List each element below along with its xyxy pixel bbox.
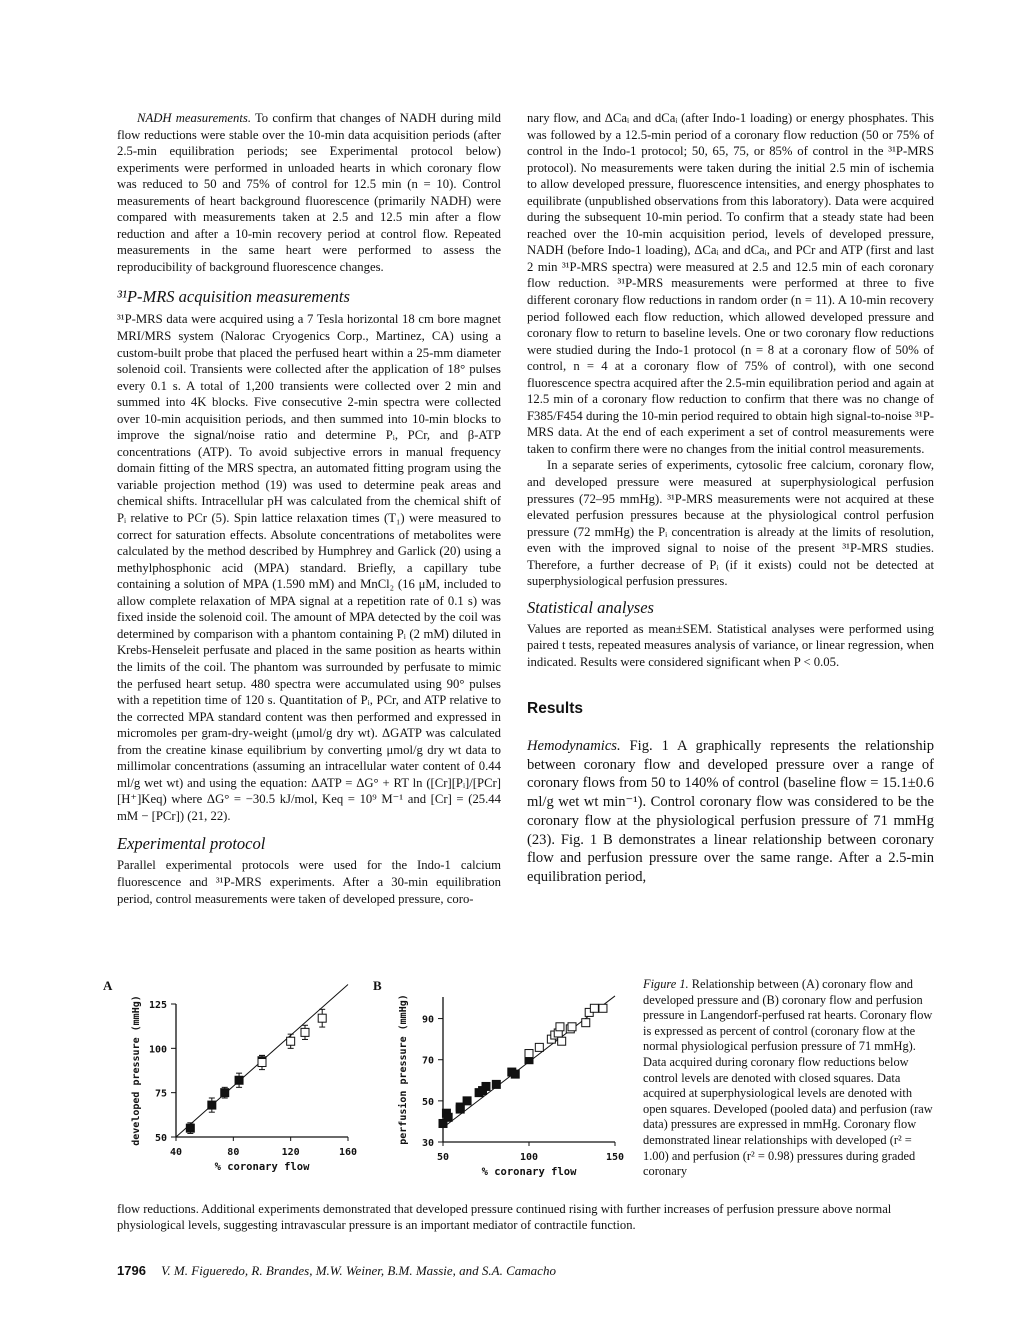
nadh-runin-heading: NADH measurements. <box>137 111 251 125</box>
open-square-point <box>590 1004 598 1012</box>
x-tick-label: 100 <box>519 1152 539 1163</box>
hemodynamics-paragraph: Hemodynamics. Fig. 1 A graphically represents the relationship between coronary flow and developed pressure over a range of coronary flows from 50 to 140% of control (baseline flow = 15.1±0.6 ml/g wet wt min⁻¹). Control coronary flow was considered to be the coronary flow at the physiological perfusion pressure of 71 mmHg (23). Fig. 1 B demonstrates a linear relationship between coronary flow and perfusion pressure over the same range. After a 2.5-min equilibration period, <box>527 738 934 885</box>
y-axis-label: perfusion pressure (mmHg) <box>398 994 409 1145</box>
open-square-point <box>599 1004 607 1012</box>
y-tick-label: 30 <box>421 1138 434 1149</box>
chart-panel-a <box>100 975 370 1185</box>
y-tick-label: 70 <box>421 1055 434 1067</box>
open-square-point <box>556 1023 564 1031</box>
right-column <box>527 110 934 887</box>
closed-square-point <box>492 1080 500 1088</box>
nadh-paragraph: NADH measurements. To confirm that changes of NADH during mild flow reductions were stable over the 10-min data acquisition periods (after 2.5-min equilibration periods; see Experimental protocol below) experiments were performed in unloaded hearts in which coronary flow was reduced to 50 and 75% of control for 12.5 min (n = 10). Control measurements of heart background fluorescence (primarily NADH) were compared with measurements taken at 2.5 and 12.5 min after a flow reduction and after a 10-min recovery period at control flow. Repeated measurements in the same heart were performed to assess the reproducibility of background fluorescence changes. <box>117 111 501 274</box>
y-tick-label: 50 <box>154 1133 167 1144</box>
x-tick-label: 80 <box>227 1147 240 1158</box>
closed-square-point <box>208 1101 216 1109</box>
closed-square-point <box>482 1082 490 1090</box>
results-heading: Results <box>527 699 583 717</box>
mrs-section-heading: ³¹P-MRS acquisition measurements <box>117 287 350 307</box>
y-tick-label: 75 <box>154 1088 167 1100</box>
chart-panel-b <box>370 975 635 1185</box>
mrs-paragraph: ³¹P-MRS data were acquired using a 7 Tesla horizontal 18 cm bore magnet MRI/MRS system (Nalorac Cryogenics Corp., Martinez, CA) using a custom-built probe that placed the perfused heart within a 25-mm diameter solenoid coil. Transients were collected after the application of 18° pulses every 0.1 s. A total of 1,200 transients were collected over 2 min and summed into 4K blocks. Five consecutive 2-min spectra were collected over 10-min acquisition periods, and then summed into 10-min blocks to improve the signal/noise ratio and determine Pᵢ, PCr, and β-ATP concentrations (ATP). To avoid subjective errors in manual frequency domain fitting of the MRS spectra, an automated fitting program using the variable projection method (19) was used to determine peak areas and chemical shifts. Intracellular pH was calculated from the chemical shift of Pᵢ relative to PCr (5). Spin lattice relaxation times (T₁) were measured to correct for saturation effects. Absolute concentrations of metabolites were calculated by the method described by Humphrey and Garlick (20) using a methylphosphonic acid (MPA) standard. Briefly, a capillary tube containing a solution of MPA (1.590 mM) and MnCl₂ (16 μM, included to allow complete relaxation of MPA signal at a repetition rate of 0.1 s) was fixed inside the solenoid coil. The amount of MPA detected by the coil was determined by comparison with a phantom containing Pᵢ (2 mM) diluted in Krebs-Henseleit perfusate and placed in the same position as hearts within the limits of the coil. The phantom was surrounded by perfusate to mimic the perfused heart setup. 480 spectra were accumulated using 90° pulses with a repetition time of 120 s. Quantitation of Pᵢ, PCr, and ATP relative to the corrected MPA standard content was then performed and expressed in micromoles per gram-dry-weight (μmol/g dry wt). ΔGATP was calculated from the creatine kinase equilibrium by converting μmol/g dry wt data to millimolar concentrations (assuming an intracellular water content of 0.44 ml/g wet wt) and using the equation: ΔATP = ΔG° + RT ln ([Cr][Pᵢ]/[PCr][H⁺]Keq) where ΔG° = −30.5 kJ/mol, Keq = 10⁹ M⁻¹ and [Cr] = (25.44 mM − [PCr]) (21, 22). <box>117 312 501 823</box>
protocol-section-heading: Experimental protocol <box>117 834 266 854</box>
author-list: V. M. Figueredo, R. Brandes, M.W. Weiner, B.M. Massie, and S.A. Camacho <box>161 1263 556 1278</box>
page-footer <box>117 1263 556 1279</box>
hemodynamics-runin-heading: Hemodynamics. <box>527 738 621 755</box>
figure-caption-label: Figure 1. <box>643 977 689 991</box>
x-axis-label: % coronary flow <box>214 1161 310 1173</box>
open-square-point <box>568 1023 576 1031</box>
open-square-point <box>287 1037 295 1045</box>
stats-paragraph: Values are reported as mean±SEM. Statistical analyses were performed using paired t tests, repeated measures analysis of variance, or linear regression, when indicated. Results were considered significant when P < 0.05. <box>527 621 934 669</box>
closed-square-point <box>511 1070 519 1078</box>
open-square-point <box>535 1043 543 1051</box>
page-number: 1796 <box>117 1263 146 1278</box>
superphysiological-paragraph: In a separate series of experiments, cytosolic free calcium, coronary flow, and developed pressure were measured at superphysiological perfusion pressures (72–95 mmHg). ³¹P-MRS measurements were not acquired at these elevated perfusion pressures because at the physiological control perfusion pressure (72 mmHg) the Pᵢ concentration is already at the limits of resolution, even with the improved signal to noise of the present ³¹P-MRS studies. Therefore, a further decrease of Pᵢ (if it exists) could not be detected at superphysiological perfusion pressures. <box>527 458 934 589</box>
x-tick-label: 150 <box>605 1152 625 1163</box>
open-square-point <box>558 1037 566 1045</box>
panel-a-label: A <box>103 978 113 993</box>
open-square-point <box>582 1019 590 1027</box>
closed-square-point <box>221 1089 229 1097</box>
stats-section-heading: Statistical analyses <box>527 597 654 617</box>
open-square-point <box>525 1050 533 1058</box>
open-square-point <box>318 1014 326 1022</box>
figure-caption-continued: flow reductions. Additional experiments demonstrated that developed pressure continued rising with further increases of perfusion pressure above normal physiological levels, suggesting intravascular pressure is an important mediator of contractile function. <box>117 1202 892 1232</box>
x-axis-label: % coronary flow <box>481 1166 577 1178</box>
y-tick-label: 90 <box>421 1014 434 1026</box>
x-tick-label: 50 <box>436 1152 450 1163</box>
figure-caption: Figure 1. Relationship between (A) coronary flow and developed pressure and (B) coronary flow and perfusion pressure in Langendorf-perfused rat hearts. Coronary flow is expressed as percent of control (coronary flow at the normal physiological perfusion pressure of 71 mmHg). Data acquired during coronary flow reductions below control levels are denoted with closed squares. Data acquired at superphysiological levels are denoted with open squares. Developed (pooled data) and perfusion (raw data) pressures are expressed in mmHg. Coronary flow demonstrated linear relationships with developed (r² = 1.00) and perfusion (r² = 0.98) pressures during graded coronary <box>643 977 933 1179</box>
left-column <box>117 110 501 907</box>
x-tick-label: 120 <box>281 1147 300 1158</box>
closed-square-point <box>444 1113 452 1121</box>
panel-b-label: B <box>373 978 382 993</box>
open-square-point <box>301 1028 309 1036</box>
x-tick-label: 40 <box>169 1147 183 1158</box>
y-axis-label: developed pressure (mmHg) <box>131 995 142 1146</box>
y-tick-label: 50 <box>421 1096 434 1108</box>
protocol-paragraph: Parallel experimental protocols were used for the Indo-1 calcium fluorescence and ³¹P-MRS experiments. After a 30-min equilibration period, control measurements were taken of developed pressure, coro- <box>117 858 501 906</box>
closed-square-point <box>186 1124 194 1132</box>
closed-square-point <box>456 1105 464 1113</box>
y-tick-label: 125 <box>148 1000 167 1011</box>
closed-square-point <box>463 1097 471 1105</box>
x-tick-label: 160 <box>338 1147 358 1158</box>
protocol-continued-paragraph: nary flow, and ΔCaᵢ and dCaᵢ (after Indo-1 loading) or energy phosphates. This was followed by a 12.5-min period of a coronary flow reduction (50 or 75% of control in the Indo-1 protocol; 50, 65, 75, or 85% of control in the ³¹P-MRS protocol). No measurements were taken during the initial 2.5 min of ischemia to allow developed pressure, fluorescence intensities, and energy phosphates to equilibrate (unpublished observations from this laboratory). Data were acquired during the subsequent 10-min period. To confirm that a steady state had been reached over the 10-min acquisition period, levels of developed pressure, NADH (before Indo-1 loading), ΔCaᵢ and dCaᵢ, and PCr and ATP (first and last 2 min ³¹P-MRS spectra) were measured at 2.5 and 12.5 min of each coronary flow reduction. ³¹P-MRS measurements were performed at three to five different coronary flow reductions in random order (n = 11). A 10-min recovery period followed each flow reduction, which allowed developed pressure and coronary flow to return to baseline levels. One or two coronary flow reductions were studied during the Indo-1 protocol (n = 8 at a coronary flow of 50% of control, n = 4 at a coronary flow of 75% of control), with one second fluorescence spectra acquired after the 2.5-min equilibration period and again at 12.5 min of a coronary flow reduction to confirm that there was no change of F385/F454 during the 10-min period required to obtain high signal-to-noise ³¹P-MRS data. At the end of each experiment a set of control measurements were taken to confirm there were no changes from the initial control measurements. <box>527 111 934 456</box>
open-square-point <box>258 1059 266 1067</box>
y-tick-label: 100 <box>148 1044 167 1056</box>
closed-square-point <box>235 1076 243 1084</box>
